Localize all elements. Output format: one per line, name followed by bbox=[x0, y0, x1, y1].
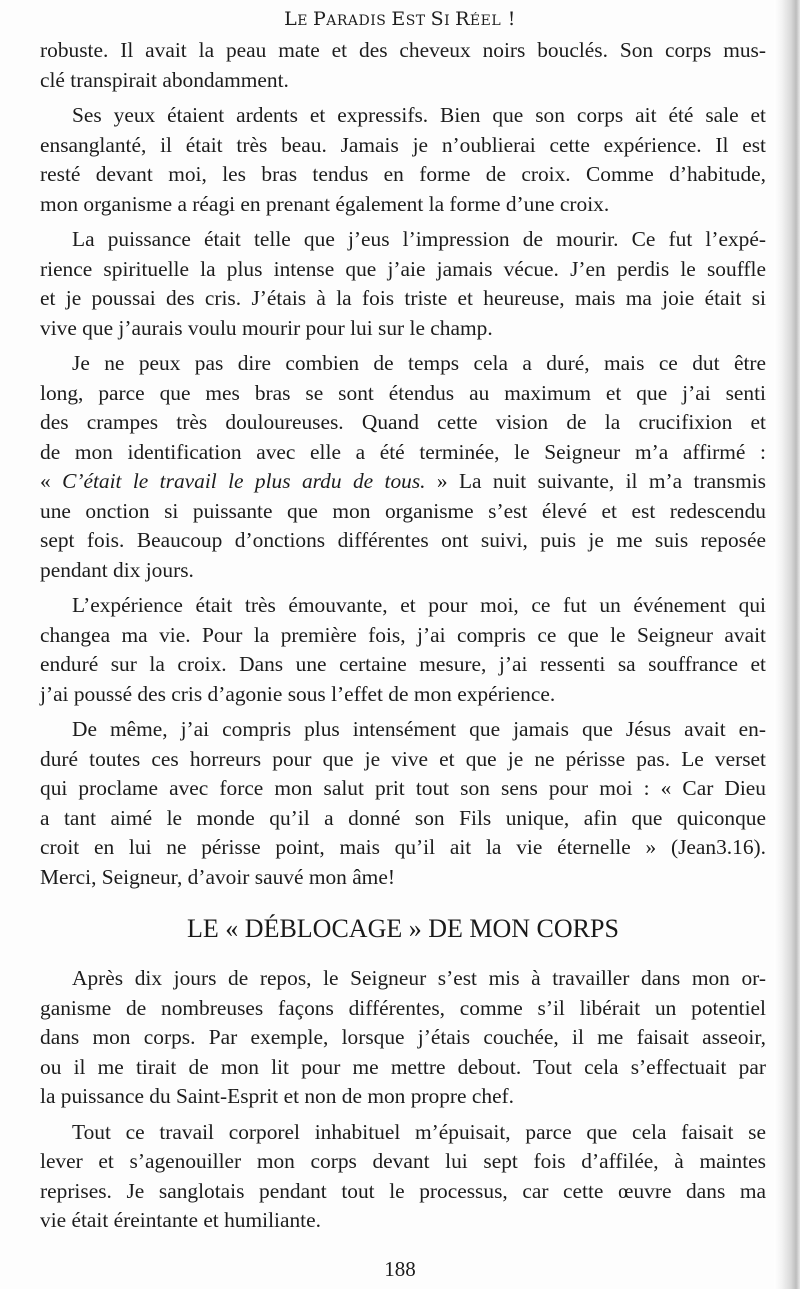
text-line: qui proclame avec force mon salut prit tout son sens pour moi : « Car Dieu bbox=[40, 776, 766, 800]
paragraph bbox=[40, 715, 766, 892]
text-line: clé transpirait abondamment. bbox=[40, 67, 289, 92]
text-line: Merci, Seigneur, d’avoir sauvé mon âme! bbox=[40, 864, 395, 889]
text-line: vie était éreintante et humiliante. bbox=[40, 1208, 321, 1232]
body-text bbox=[40, 36, 766, 1236]
text-line: sept fois. Beaucoup d’onctions différentes ont suivi, puis je me suis reposée bbox=[40, 528, 766, 552]
running-head-small: ÉEL bbox=[469, 13, 502, 29]
page-number: 188 bbox=[384, 1257, 416, 1281]
text-line: de mon identification avec elle a été terminée, le Seigneur m’a affirmé : bbox=[40, 439, 766, 464]
paragraph bbox=[40, 591, 766, 709]
text-line: duré toutes ces horreurs pour que je vive et que je ne périsse pas. Le verset bbox=[40, 746, 766, 771]
text-line: ganisme de nombreuses façons différentes, comme s’il libérait un potentiel bbox=[40, 995, 766, 1020]
text-line: pendant dix jours. bbox=[40, 557, 194, 582]
running-head-small: I bbox=[444, 13, 456, 29]
running-head-cap: P bbox=[312, 8, 327, 30]
text-line: robuste. Il avait la peau mate et des cheveux noirs bouclés. Son corps mus- bbox=[40, 38, 766, 62]
text-line: De même, j’ai compris plus intensément que jamais que Jésus avait en- bbox=[72, 717, 766, 741]
quote-close: » bbox=[425, 469, 448, 493]
section-heading: LE « DÉBLOCAGE » DE MON CORPS bbox=[187, 914, 619, 943]
text-line: et je poussai des cris. J’étais à la fois triste et heureuse, mais ma joie était si bbox=[40, 286, 766, 310]
quote-rest: La nuit suivante, il m’a transmis bbox=[447, 469, 766, 493]
running-head-cap: L bbox=[284, 8, 298, 30]
running-head-cap: ! bbox=[501, 8, 516, 30]
text-line: des crampes très douloureuses. Quand cette vision de la crucifixion et bbox=[40, 410, 766, 434]
text-line: j’ai poussé des cris d’agonie sous l’effet de mon expérience. bbox=[40, 681, 556, 706]
text-line: mon organisme a réagi en prenant également la forme d’une croix. bbox=[40, 191, 610, 216]
quote-open: « bbox=[40, 469, 63, 493]
text-line: lever et s’agenouiller mon corps devant lui sept fois d’affilée, à maintes bbox=[40, 1149, 766, 1173]
running-head-small: ARADIS bbox=[326, 13, 392, 29]
running-head-cap: E bbox=[391, 8, 406, 30]
paragraph bbox=[40, 964, 766, 1112]
text-line: rience spirituelle la plus intense que j’aie jamais vécue. J’en perdis le souffle bbox=[40, 256, 766, 281]
running-head-small: E bbox=[297, 13, 313, 29]
text-line: vive que j’aurais voulu mourir pour lui sur le champ. bbox=[40, 315, 493, 340]
text-line: enduré sur la croix. Dans une certaine mesure, j’ai ressenti sa souffrance et bbox=[40, 652, 766, 676]
running-head-cap: R bbox=[455, 8, 470, 30]
text-line: changea ma vie. Pour la première fois, j’ai compris ce que le Seigneur avait bbox=[40, 622, 766, 647]
text-line: a tant aimé le monde qu’il a donné son Fils unique, afin que quiconque bbox=[40, 805, 766, 830]
paragraph bbox=[40, 101, 766, 219]
text-line: ou il me tirait de mon lit pour me mettre debout. Tout cela s’effectuait par bbox=[40, 1054, 766, 1079]
text-line: une onction si puissante que mon organisme s’est élevé et est redescendu bbox=[40, 498, 766, 523]
text-line: Après dix jours de repos, le Seigneur s’est mis à travailler dans mon or- bbox=[72, 966, 766, 990]
text-line: La puissance était telle que j’eus l’impression de mourir. Ce fut l’expé- bbox=[72, 227, 766, 251]
text-line: Je ne peux pas dire combien de temps cela a duré, mais ce dut être bbox=[72, 351, 766, 375]
text-line: resté devant moi, les bras tendus en forme de croix. Comme d’habitude, bbox=[40, 162, 766, 186]
page-gutter-shadow bbox=[774, 0, 800, 1289]
paragraph bbox=[40, 349, 766, 585]
running-head-small: ST bbox=[405, 13, 431, 29]
paragraph bbox=[40, 225, 766, 343]
running-head-cap: S bbox=[430, 8, 445, 30]
paragraph bbox=[40, 1118, 766, 1236]
text-line: reprises. Je sanglotais pendant tout le processus, car cette œuvre dans ma bbox=[40, 1178, 766, 1203]
text-line: la puissance du Saint-Esprit et non de mon propre chef. bbox=[40, 1084, 515, 1108]
paragraph bbox=[40, 36, 766, 95]
quote-italic: C’était le travail le plus ardu de tous. bbox=[62, 469, 426, 493]
text-line: L’expérience était très émouvante, et pour moi, ce fut un événement qui bbox=[72, 593, 766, 617]
text-line: Ses yeux étaient ardents et expressifs. Bien que son corps ait été sale et bbox=[72, 103, 766, 127]
text-line: ensanglanté, il était très beau. Jamais je n’oublierai cette expérience. Il est bbox=[40, 132, 766, 157]
text-line: long, parce que mes bras se sont étendus au maximum et que j’ai senti bbox=[40, 380, 766, 405]
text-line: croit en lui ne périsse point, mais qu’il ait la vie éternelle » (Jean3.16). bbox=[40, 835, 766, 859]
text-line: Tout ce travail corporel inhabituel m’épuisait, parce que cela faisait se bbox=[72, 1119, 766, 1144]
running-head bbox=[0, 8, 800, 30]
quote-line bbox=[40, 467, 766, 497]
text-line: dans mon corps. Par exemple, lorsque j’étais couchée, il me faisait asseoir, bbox=[40, 1025, 766, 1049]
